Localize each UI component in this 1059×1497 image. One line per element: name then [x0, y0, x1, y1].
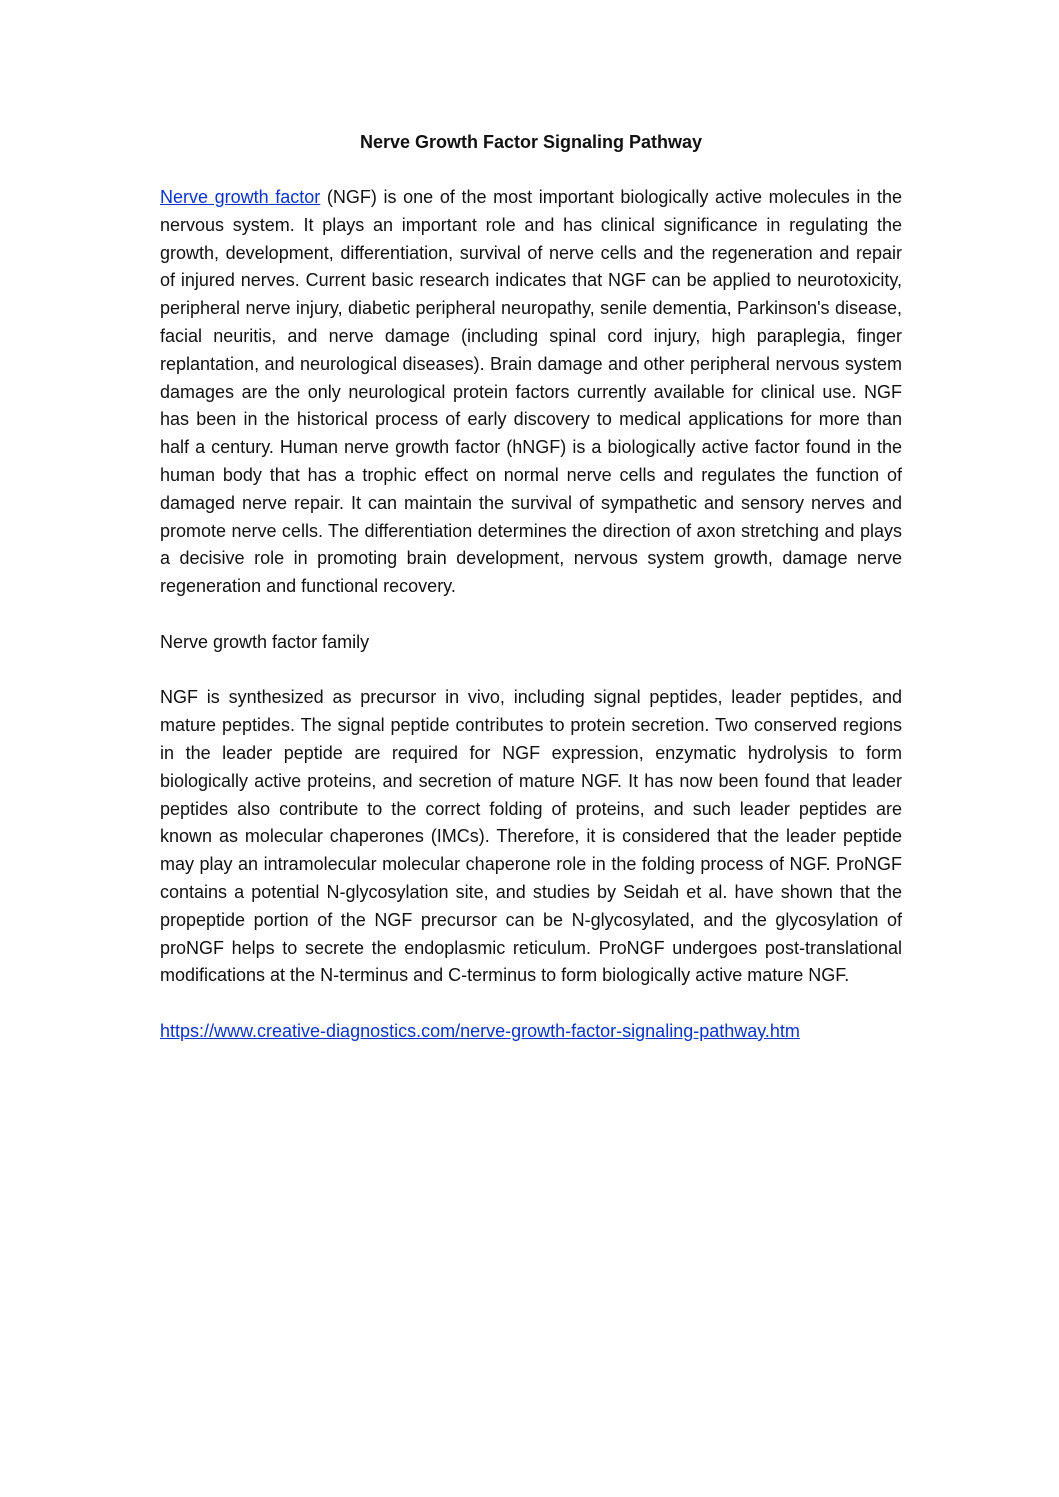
source-url-link[interactable]: https://www.creative-diagnostics.com/nerve-growth-factor-signaling-pathway.htm [160, 1020, 800, 1041]
source-link-line [160, 1018, 902, 1046]
nerve-growth-factor-link[interactable]: Nerve growth factor [160, 187, 321, 207]
intro-paragraph-text: (NGF) is one of the most important biologically active molecules in the nervous system. It plays an important role and has clinical significance in regulating the growth, development, differentiation, survival of nerve cells and the regeneration and repair of injured nerves. Current basic research indicates that NGF can be applied to neurotoxicity, peripheral nerve injury, diabetic peripheral neuropathy, senile dementia, Parkinson's disease, facial neuritis, and nerve damage (including spinal cord injury, high paraplegia, finger replantation, and neurological diseases). Brain damage and other peripheral nervous system damages are the only neurological protein factors currently available for clinical use. NGF has been in the historical process of early discovery to medical applications for more than half a century. Human nerve growth factor (hNGF) is a biologically active factor found in the human body that has a trophic effect on normal nerve cells and regulates the function of damaged nerve repair. It can maintain the survival of sympathetic and sensory nerves and promote nerve cells. The differentiation determines the direction of axon stretching and plays a decisive role in promoting brain development, nervous system growth, damage nerve regeneration and functional recovery. [160, 187, 902, 597]
family-paragraph: NGF is synthesized as precursor in vivo, including signal peptides, leader peptides, and mature peptides. The signal peptide contributes to protein secretion. Two conserved regions in the leader peptide are required for NGF expression, enzymatic hydrolysis to form biologically active proteins, and secretion of mature NGF. It has now been found that leader peptides also contribute to the correct folding of proteins, and such leader peptides are known as molecular chaperones (IMCs). Therefore, it is considered that the leader peptide may play an intramolecular molecular chaperone role in the folding process of NGF. ProNGF contains a potential N-glycosylation site, and studies by Seidah et al. have shown that the propeptide portion of the NGF precursor can be N-glycosylated, and the glycosylation of proNGF helps to secrete the endoplasmic reticulum. ProNGF undergoes post-translational modifications at the N-terminus and C-terminus to form biologically active mature NGF. [160, 687, 902, 986]
section-subheading: Nerve growth factor family [160, 631, 370, 652]
document-page [160, 128, 902, 1046]
document-title: Nerve Growth Factor Signaling Pathway [359, 132, 703, 152]
intro-paragraph [160, 184, 902, 601]
